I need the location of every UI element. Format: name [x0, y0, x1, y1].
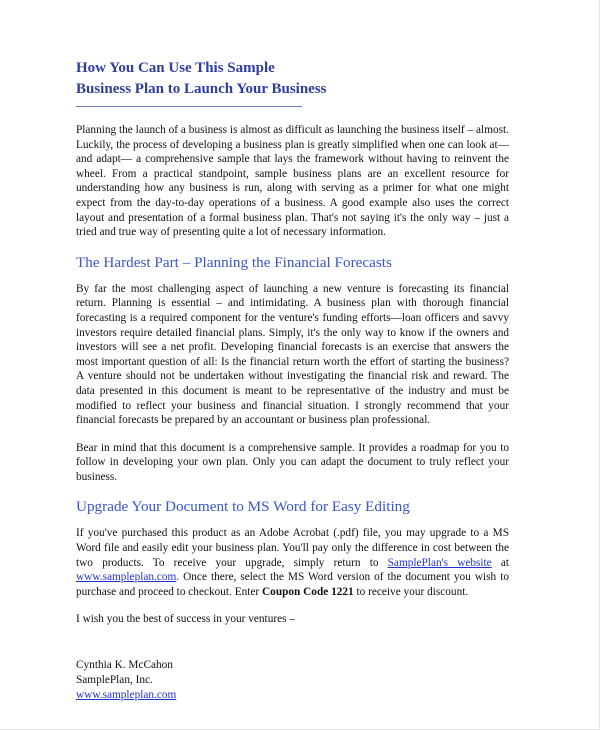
- document-title: [76, 58, 509, 100]
- section-heading-upgrade: Upgrade Your Document to MS Word for Easy Editing: [76, 498, 410, 516]
- title-line-2: Business Plan to Launch Your Business: [76, 81, 327, 97]
- title-line-1: How You Can Use This Sample: [76, 60, 275, 76]
- closing-wish: I wish you the best of success in your ventures –: [76, 613, 295, 626]
- title-underline: [76, 106, 302, 107]
- intro-paragraph: Planning the launch of a business is almost as difficult as launching the business itself – almost. Luckily, the process of developing a business plan is greatly simplified when one can look at—and adapt— a comprehensive sample that lays the framework without having to reinvent the wheel. From a practical standpoint, sample business plans are an excellent resource for understanding how any business is run, along with serving as a primer for what one might expect from the day-to-day operations of a business. A good example also uses the correct layout and presentation of a formal business plan. That's not saying it's the only way – just a tried and true way of presenting quite a lot of necessary information.: [76, 124, 509, 239]
- upgrade-text-4: to receive your discount.: [353, 585, 469, 598]
- coupon-code: Coupon Code 1221: [262, 585, 354, 598]
- sampleplan-website-link[interactable]: SamplePlan's website: [387, 556, 492, 569]
- upgrade-text-2: at: [491, 556, 510, 569]
- upgrade-text-3: . Once there, select the MS Word version of the document you wish to purchase and proceed to checkout. Enter: [76, 571, 509, 598]
- financial-paragraph-2: Bear in mind that this document is a comprehensive sample. It provides a roadmap for you to follow in developing your own plan. Only you can adapt the document to truly reflect your business.: [76, 441, 509, 483]
- sampleplan-url-link[interactable]: www.sampleplan.com: [76, 571, 177, 584]
- upgrade-paragraph: [76, 526, 509, 599]
- upgrade-text-1: If you've purchased this product as an Adobe Acrobat (.pdf) file, you may upgrade to a MS Word file and easily edit your business plan. You'll pay only the difference in cost between the two products. To receive your upgrade, simply return to: [76, 527, 509, 569]
- signature-company: SamplePlan, Inc.: [76, 674, 153, 687]
- financial-paragraph-1: By far the most challenging aspect of launching a new venture is forecasting its financial return. Planning is essential – and intimidating. A business plan with thorough financial forecasting is a required component for the venture's funding efforts—loan officers and savvy investors require detailed financial plans. Simply, it's the only way to know if the owners and investors will see a net profit. Developing financial forecasts is an exercise that answers the most important question of all: Is the financial return worth the effort of starting the business? A venture should not be undertaken without investigating the financial risk and reward. The data presented in this document is meant to be representative of the industry and must be modified to reflect your business and financial situation. I strongly recommend that your financial forecasts be prepared by an accountant or business plan professional.: [76, 282, 509, 427]
- section-heading-financial: The Hardest Part – Planning the Financial Forecasts: [76, 253, 392, 271]
- signature-name: Cynthia K. McCahon: [76, 659, 173, 672]
- signature-website-link[interactable]: www.sampleplan.com: [76, 689, 177, 702]
